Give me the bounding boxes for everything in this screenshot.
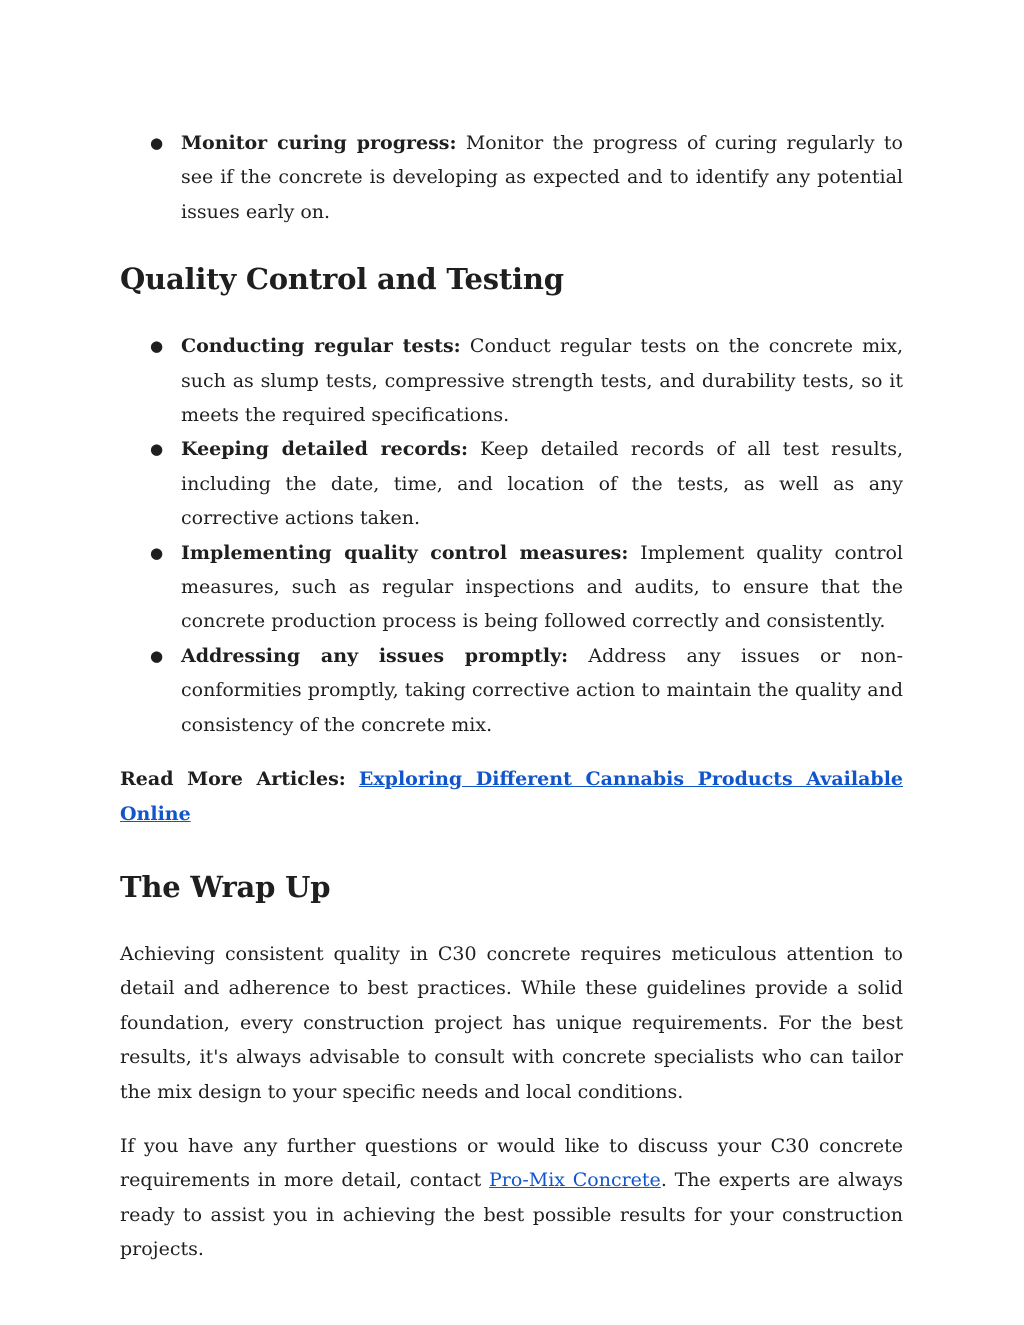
section-heading-wrap-up: The Wrap Up [120,869,331,904]
list-item [120,329,903,432]
list-item-label: Monitor curing progress: [181,132,457,154]
list-item [120,432,903,535]
section-heading-quality: Quality Control and Testing [120,262,564,297]
bullet-icon: ● [150,543,164,562]
list-item-label: Addressing any issues promptly: [181,644,569,667]
pro-mix-concrete-link[interactable]: Pro-Mix Concrete [489,1169,661,1192]
list-item-label: Conducting regular tests: [181,335,461,358]
list-item [120,126,903,229]
contact-paragraph [120,1129,903,1267]
read-more-label: Read More Articles: [120,768,346,791]
list-item-text: Address any issues or non-conformities promptly, taking corrective action to maintain the quality and consistency of the concrete mix. [181,644,904,736]
bullet-icon: ● [150,134,164,152]
bullet-icon: ● [150,646,164,665]
list-item-text: Keep detailed records of all test results, including the date, time, and location of the tests, as well as any corrective actions taken. [181,438,903,530]
read-more-line [120,762,903,831]
document-page [120,126,903,1267]
contact-text-after: . The experts are always ready to assist you in achieving the best possible results for your construction projects. [120,1169,903,1261]
list-item [120,536,903,639]
list-item-text: Implement quality control measures, such as regular inspections and audits, to ensure that the concrete production process is being followed correctly and consistently. [181,541,903,633]
read-more-link[interactable]: Exploring Different Cannabis Products Available Online [120,768,903,825]
bullet-icon: ● [150,337,164,356]
list-item-label: Implementing quality control measures: [181,541,629,564]
wrap-up-paragraph: Achieving consistent quality in C30 concrete requires meticulous attention to detail and adherence to best practices. While these guidelines provide a solid foundation, every construction project has unique requirements. For the best results, it's always advisable to consult with concrete specialists who can tailor the mix design to your specific needs and local conditions. [120,942,903,1103]
curing-list [120,126,903,229]
list-item-text: Conduct regular tests on the concrete mix, such as slump tests, compressive strength tests, and durability tests, so it meets the required specifications. [181,335,903,427]
quality-list [120,329,903,742]
list-item-text: Monitor the progress of curing regularly to see if the concrete is developing as expected and to identify any potential issues early on. [181,132,903,223]
list-item [120,639,903,742]
bullet-icon: ● [150,440,164,459]
list-item-label: Keeping detailed records: [181,438,469,461]
contact-text-before: If you have any further questions or would like to discuss your C30 concrete requirements in more detail, contact [120,1134,903,1192]
